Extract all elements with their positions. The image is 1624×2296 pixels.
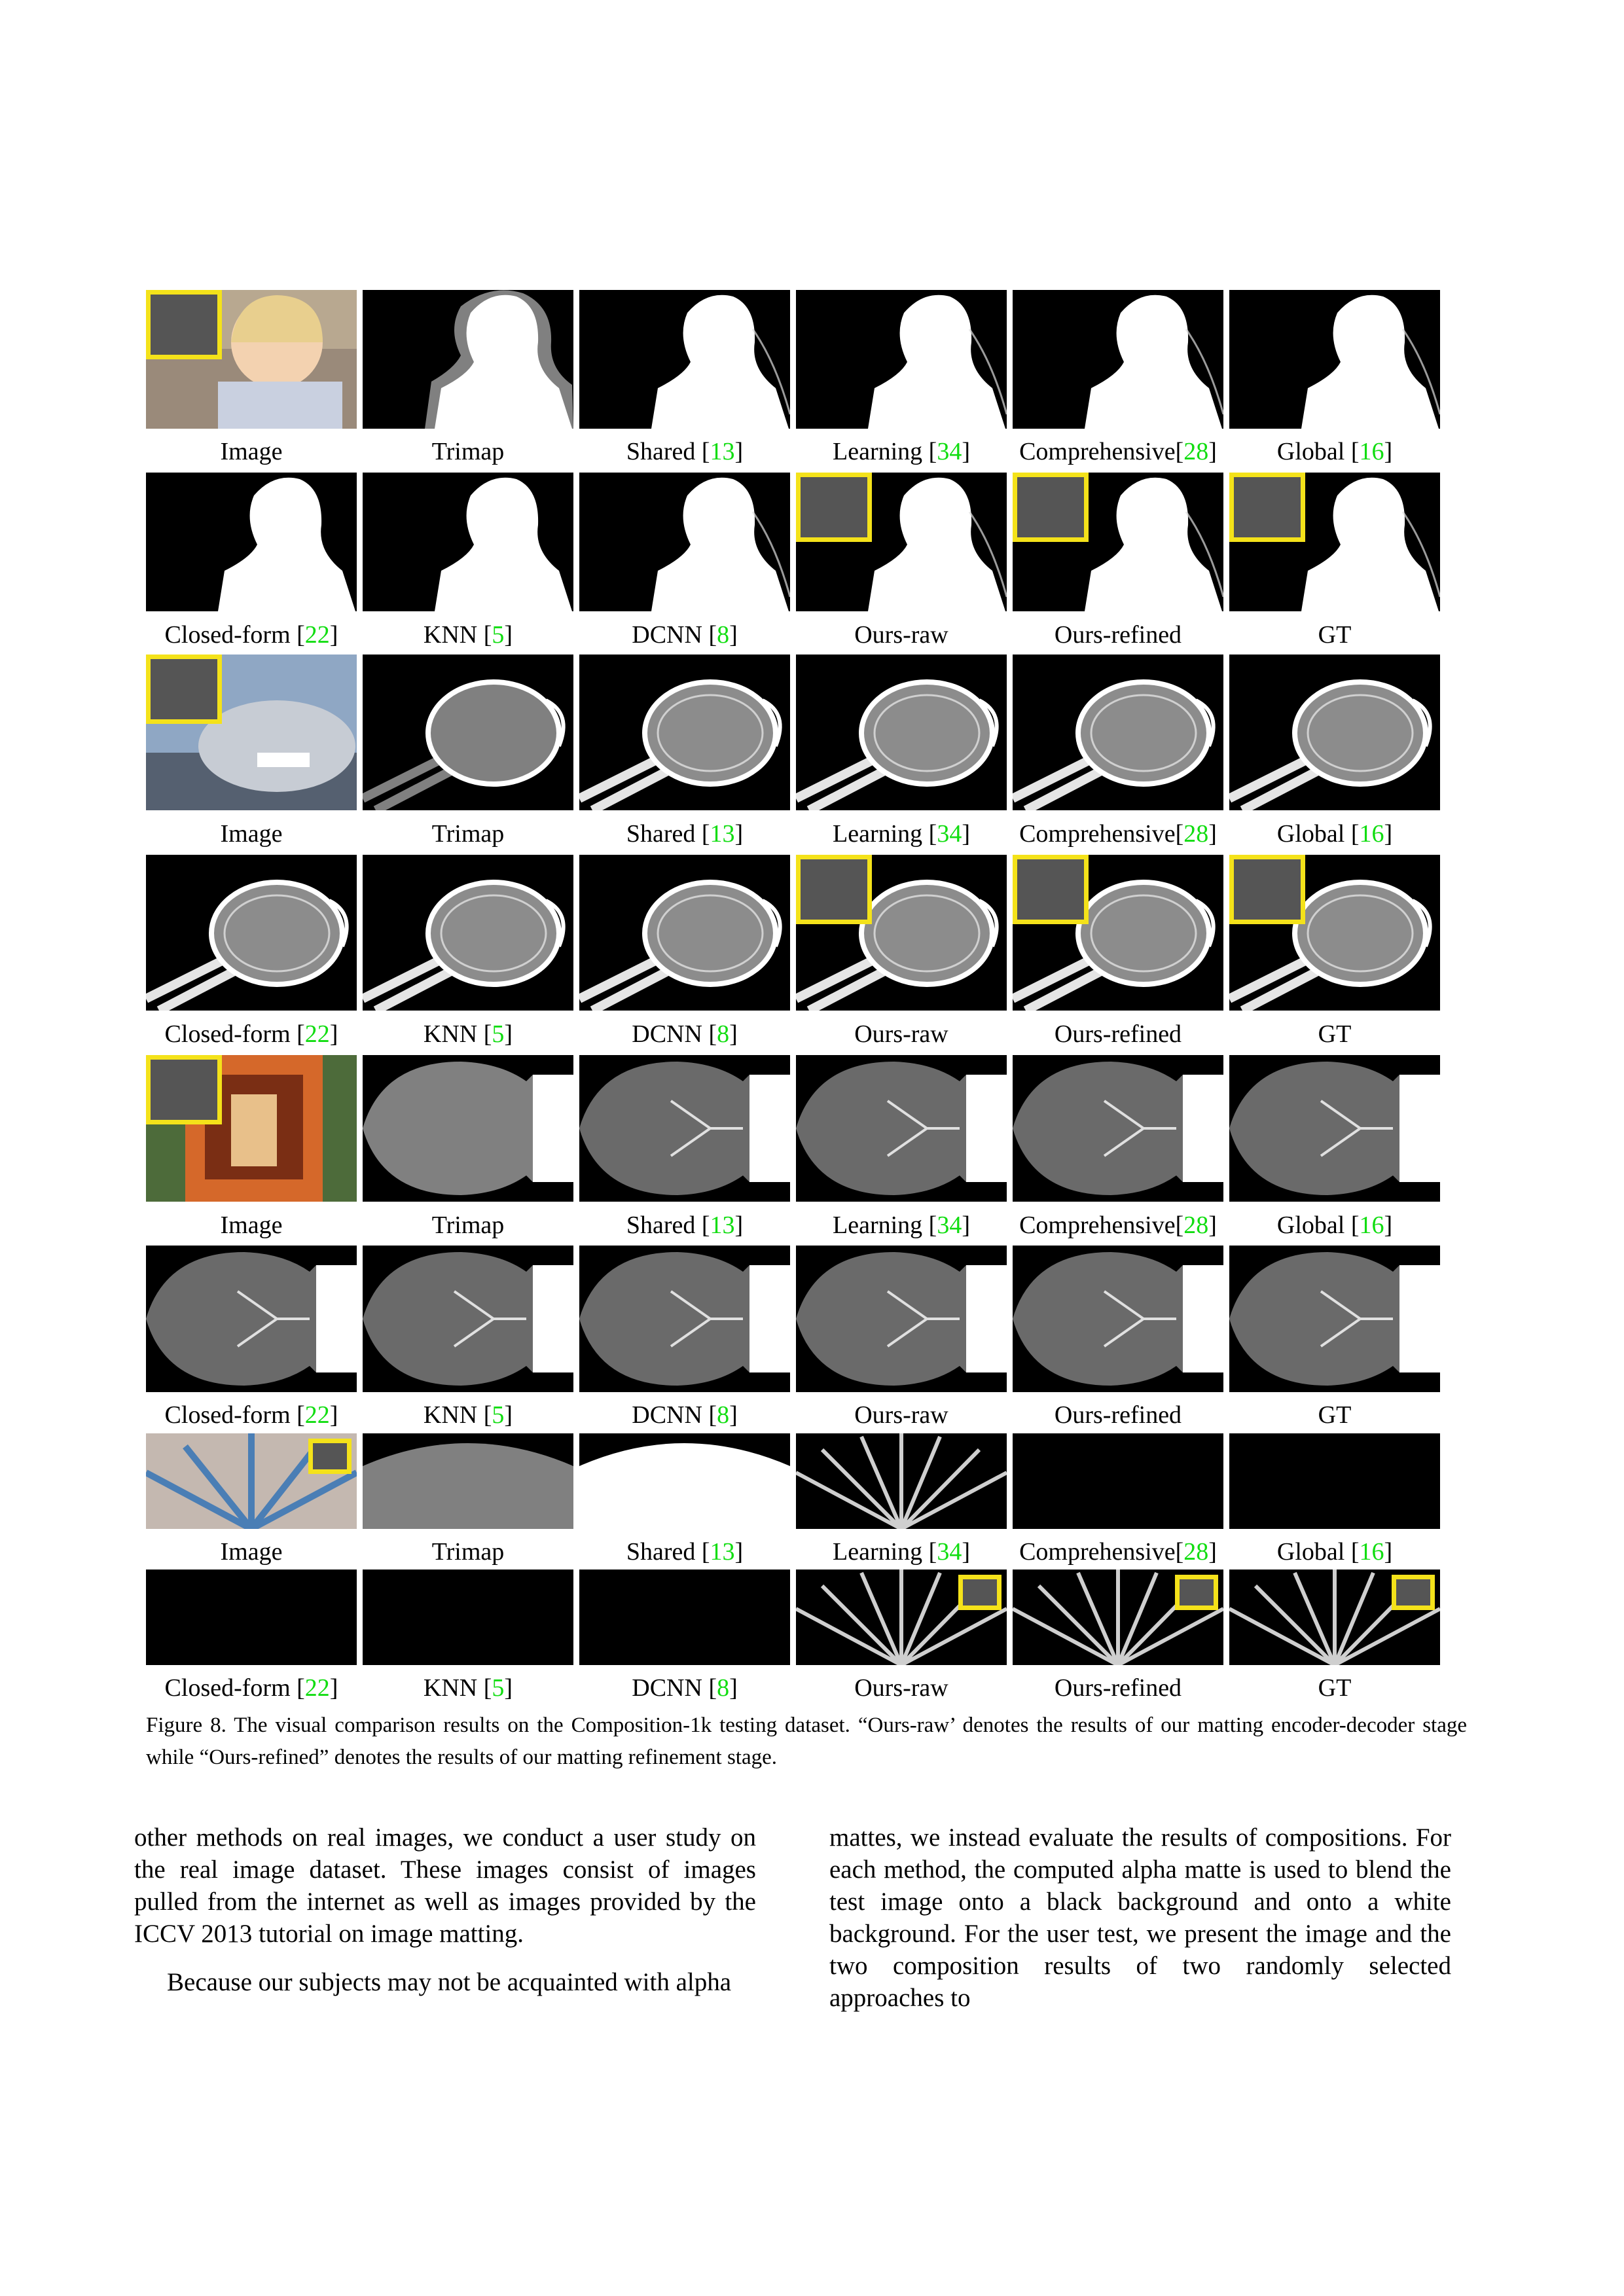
alpha-matte — [146, 855, 357, 1011]
method-label — [796, 1020, 1007, 1049]
method-label — [796, 819, 1007, 848]
method-label — [1229, 819, 1440, 848]
zoom-inset — [1392, 1575, 1435, 1610]
input-image — [146, 290, 357, 429]
method-label — [1229, 1211, 1440, 1240]
alpha-matte — [1013, 855, 1223, 1011]
zoom-inset — [308, 1439, 352, 1474]
paragraph: other methods on real images, we conduct a user study on the real image dataset. These images consist of images pulled from the internet as well as images provided by the ICCV 2013 tutorial on image matting. — [134, 1823, 756, 1948]
bracket-close: ] — [729, 621, 738, 649]
alpha-matte — [1229, 1433, 1440, 1529]
method-label — [146, 1674, 357, 1702]
method-name: KNN — [423, 1401, 484, 1429]
bracket-open: [ — [708, 1674, 717, 1702]
citation-link[interactable]: 13 — [710, 438, 735, 465]
bracket-open: [ — [1175, 820, 1184, 848]
bracket-open: [ — [1175, 438, 1184, 465]
alpha-matte — [363, 1570, 573, 1665]
bracket-open: [ — [483, 621, 492, 649]
bracket-open: [ — [297, 621, 305, 649]
method-label — [579, 819, 790, 848]
citation-link[interactable]: 13 — [710, 820, 735, 848]
zoom-inset — [796, 855, 872, 924]
method-label — [1013, 1020, 1223, 1049]
body-column-left — [134, 1821, 756, 1998]
method-label — [363, 1020, 573, 1049]
zoom-inset — [1013, 855, 1089, 924]
method-name: Ours-raw — [854, 1674, 948, 1702]
citation-link[interactable]: 22 — [304, 1020, 330, 1048]
method-label — [579, 437, 790, 466]
method-name: DCNN — [632, 1674, 709, 1702]
method-name: GT — [1318, 1401, 1352, 1429]
alpha-matte — [579, 290, 790, 429]
alpha-matte — [363, 655, 573, 810]
method-name: Ours-refined — [1054, 1401, 1182, 1429]
citation-link[interactable]: 13 — [710, 1211, 735, 1239]
citation-link[interactable]: 16 — [1359, 1211, 1384, 1239]
method-name: Shared — [626, 438, 702, 465]
bracket-close: ] — [729, 1674, 738, 1702]
bracket-close: ] — [504, 1674, 513, 1702]
method-name: Image — [220, 820, 283, 848]
input-image — [146, 655, 357, 810]
method-name: Trimap — [431, 1538, 505, 1566]
bracket-close: ] — [734, 1538, 744, 1566]
method-label — [1013, 819, 1223, 848]
zoom-inset — [958, 1575, 1001, 1610]
alpha-matte — [796, 855, 1007, 1011]
bracket-close: ] — [962, 1211, 970, 1239]
method-name: GT — [1318, 1674, 1352, 1702]
method-label — [796, 1401, 1007, 1429]
citation-link[interactable]: 34 — [937, 1211, 962, 1239]
method-name: Global — [1276, 820, 1351, 848]
bracket-close: ] — [1384, 820, 1393, 848]
method-label — [363, 1674, 573, 1702]
method-name: KNN — [423, 1674, 484, 1702]
method-label — [796, 1211, 1007, 1240]
bracket-open: [ — [483, 1020, 492, 1048]
method-name: Ours-raw — [854, 1020, 948, 1048]
bracket-close: ] — [1384, 438, 1393, 465]
method-label — [579, 1674, 790, 1702]
citation-link[interactable]: 5 — [492, 1020, 505, 1048]
method-name: Learning — [833, 1211, 929, 1239]
bracket-close: ] — [1208, 1538, 1217, 1566]
bracket-open: [ — [1175, 1211, 1184, 1239]
citation-link[interactable]: 8 — [717, 1020, 730, 1048]
method-label — [1013, 620, 1223, 649]
method-name: GT — [1318, 1020, 1352, 1048]
alpha-matte — [1013, 473, 1223, 611]
citation-link[interactable]: 5 — [492, 1401, 505, 1429]
citation-link[interactable]: 34 — [937, 1538, 962, 1566]
method-name: Global — [1276, 1538, 1351, 1566]
bracket-open: [ — [928, 1538, 937, 1566]
method-label — [146, 437, 357, 466]
alpha-matte — [1229, 1055, 1440, 1202]
method-label — [146, 1537, 357, 1566]
bracket-close: ] — [329, 1674, 338, 1702]
method-name: Learning — [833, 820, 929, 848]
alpha-matte — [579, 655, 790, 810]
bracket-close: ] — [1384, 1211, 1393, 1239]
bracket-open: [ — [297, 1674, 305, 1702]
bracket-close: ] — [504, 1020, 513, 1048]
citation-link[interactable]: 22 — [304, 1674, 330, 1702]
zoom-inset — [146, 1055, 222, 1124]
method-name: Ours-raw — [854, 1401, 948, 1429]
alpha-matte — [146, 1246, 357, 1392]
alpha-matte — [1229, 473, 1440, 611]
alpha-matte — [796, 1055, 1007, 1202]
method-name: Ours-refined — [1054, 621, 1182, 649]
method-label — [1229, 1674, 1440, 1702]
paragraph: Because our subjects may not be acquainted with alpha — [167, 1968, 732, 1996]
citation-link[interactable]: 16 — [1359, 1538, 1384, 1566]
alpha-matte — [1229, 855, 1440, 1011]
alpha-matte — [796, 1570, 1007, 1665]
alpha-matte — [363, 473, 573, 611]
method-name: Global — [1276, 1211, 1351, 1239]
method-label — [1229, 437, 1440, 466]
bracket-close: ] — [329, 1020, 338, 1048]
citation-link[interactable]: 28 — [1183, 1211, 1209, 1239]
alpha-matte — [146, 473, 357, 611]
method-name: Image — [220, 1211, 283, 1239]
input-image — [146, 1055, 357, 1202]
method-name: Shared — [626, 820, 702, 848]
method-name: Closed-form — [164, 1401, 297, 1429]
method-label — [1013, 1537, 1223, 1566]
zoom-inset — [1229, 473, 1305, 542]
alpha-matte — [579, 1433, 790, 1529]
method-label — [1229, 1020, 1440, 1049]
method-name: DCNN — [632, 621, 709, 649]
bracket-close: ] — [734, 820, 744, 848]
method-label — [579, 1401, 790, 1429]
alpha-matte — [579, 1055, 790, 1202]
method-name: Trimap — [431, 820, 505, 848]
bracket-close: ] — [1208, 438, 1217, 465]
citation-link[interactable]: 22 — [304, 1401, 330, 1429]
alpha-matte — [363, 1433, 573, 1529]
bracket-open: [ — [928, 820, 937, 848]
method-name: Shared — [626, 1538, 702, 1566]
alpha-matte — [796, 1246, 1007, 1392]
method-label — [579, 1211, 790, 1240]
citation-link[interactable]: 5 — [492, 1674, 505, 1702]
method-label — [1229, 1401, 1440, 1429]
bracket-open: [ — [701, 438, 710, 465]
citation-link[interactable]: 13 — [710, 1538, 735, 1566]
zoom-inset — [1229, 855, 1305, 924]
alpha-matte — [579, 473, 790, 611]
bracket-open: [ — [708, 1401, 717, 1429]
bracket-close: ] — [729, 1020, 738, 1048]
method-name: Closed-form — [164, 1674, 297, 1702]
alpha-matte — [1229, 1570, 1440, 1665]
method-label — [146, 1020, 357, 1049]
method-label — [146, 1401, 357, 1429]
bracket-open: [ — [297, 1020, 305, 1048]
alpha-matte — [1013, 1246, 1223, 1392]
bracket-close: ] — [1384, 1538, 1393, 1566]
alpha-matte — [579, 1570, 790, 1665]
alpha-matte — [796, 290, 1007, 429]
method-name: Comprehensive — [1019, 1538, 1176, 1566]
alpha-matte — [1013, 290, 1223, 429]
citation-link[interactable]: 8 — [717, 1401, 730, 1429]
bracket-open: [ — [297, 1401, 305, 1429]
alpha-matte — [1229, 655, 1440, 810]
method-label — [146, 1211, 357, 1240]
bracket-close: ] — [1208, 820, 1217, 848]
alpha-matte — [579, 1246, 790, 1392]
method-label — [579, 620, 790, 649]
zoom-inset — [796, 473, 872, 542]
method-name: Comprehensive — [1019, 1211, 1176, 1239]
bracket-open: [ — [1350, 438, 1360, 465]
citation-link[interactable]: 28 — [1183, 820, 1209, 848]
alpha-matte — [1013, 1570, 1223, 1665]
citation-link[interactable]: 28 — [1183, 438, 1209, 465]
method-name: GT — [1318, 621, 1352, 649]
bracket-open: [ — [928, 1211, 937, 1239]
alpha-matte — [1229, 1246, 1440, 1392]
method-name: DCNN — [632, 1020, 709, 1048]
citation-link[interactable]: 16 — [1359, 820, 1384, 848]
method-label — [146, 620, 357, 649]
bracket-open: [ — [1175, 1538, 1184, 1566]
method-label — [796, 1674, 1007, 1702]
paragraph: mattes, we instead evaluate the results of compositions. For each method, the computed alpha matte is used to blend the test image onto a black background and onto a white background. For the user test, we present the image and the two composition results of two randomly selected approaches to — [829, 1823, 1451, 2012]
alpha-matte — [796, 655, 1007, 810]
method-label — [579, 1537, 790, 1566]
bracket-open: [ — [1350, 820, 1360, 848]
method-name: Ours-raw — [854, 621, 948, 649]
figure-caption: Figure 8. The visual comparison results on the Composition-1k testing dataset. “Ours-raw’ denotes the results of our matting encoder-decoder stage while “Ours-refined” denotes the results of our matting refinement stage. — [146, 1713, 1467, 1769]
bracket-open: [ — [483, 1674, 492, 1702]
citation-link[interactable]: 34 — [937, 438, 962, 465]
bracket-close: ] — [504, 1401, 513, 1429]
bracket-open: [ — [708, 1020, 717, 1048]
method-label — [796, 620, 1007, 649]
method-label — [363, 1211, 573, 1240]
input-image — [146, 1433, 357, 1529]
method-name: Image — [220, 1538, 283, 1566]
method-label — [1013, 1401, 1223, 1429]
alpha-matte — [363, 1055, 573, 1202]
method-label — [1013, 1674, 1223, 1702]
method-label — [1229, 1537, 1440, 1566]
bracket-close: ] — [962, 438, 970, 465]
zoom-inset — [146, 290, 222, 359]
method-label — [363, 819, 573, 848]
citation-link[interactable]: 8 — [717, 621, 730, 649]
citation-link[interactable]: 28 — [1183, 1538, 1209, 1566]
bracket-open: [ — [928, 438, 937, 465]
method-label — [363, 620, 573, 649]
method-name: Shared — [626, 1211, 702, 1239]
method-label — [1013, 1211, 1223, 1240]
method-name: DCNN — [632, 1401, 709, 1429]
bracket-open: [ — [708, 621, 717, 649]
zoom-inset — [1175, 1575, 1218, 1610]
method-name: Trimap — [431, 438, 505, 465]
citation-link[interactable]: 34 — [937, 820, 962, 848]
citation-link[interactable]: 16 — [1359, 438, 1384, 465]
method-label — [796, 1537, 1007, 1566]
method-name: Closed-form — [164, 1020, 297, 1048]
alpha-matte — [1013, 655, 1223, 810]
alpha-matte — [363, 1246, 573, 1392]
method-name: KNN — [423, 621, 484, 649]
alpha-matte — [796, 1433, 1007, 1529]
body-column-right — [829, 1821, 1451, 2014]
method-label — [363, 437, 573, 466]
bracket-close: ] — [329, 1401, 338, 1429]
method-name: Global — [1276, 438, 1351, 465]
alpha-matte — [796, 473, 1007, 611]
method-label — [1013, 437, 1223, 466]
bracket-close: ] — [504, 621, 513, 649]
alpha-matte — [146, 1570, 357, 1665]
method-label — [1229, 620, 1440, 649]
bracket-open: [ — [1350, 1538, 1360, 1566]
bracket-close: ] — [1208, 1211, 1217, 1239]
alpha-matte — [363, 290, 573, 429]
method-name: Learning — [833, 438, 929, 465]
citation-link[interactable]: 5 — [492, 621, 505, 649]
bracket-close: ] — [729, 1401, 738, 1429]
method-name: Comprehensive — [1019, 820, 1176, 848]
method-name: Closed-form — [164, 621, 297, 649]
bracket-open: [ — [701, 1538, 710, 1566]
zoom-inset — [146, 655, 222, 724]
alpha-matte — [1013, 1055, 1223, 1202]
bracket-open: [ — [1350, 1211, 1360, 1239]
citation-link[interactable]: 22 — [304, 621, 330, 649]
method-label — [579, 1020, 790, 1049]
method-name: Ours-refined — [1054, 1020, 1182, 1048]
bracket-open: [ — [483, 1401, 492, 1429]
method-label — [796, 437, 1007, 466]
bracket-close: ] — [329, 621, 338, 649]
alpha-matte — [363, 855, 573, 1011]
method-name: Ours-refined — [1054, 1674, 1182, 1702]
bracket-close: ] — [962, 1538, 970, 1566]
method-label — [146, 819, 357, 848]
alpha-matte — [1229, 290, 1440, 429]
method-name: Trimap — [431, 1211, 505, 1239]
alpha-matte — [1013, 1433, 1223, 1529]
bracket-open: [ — [701, 1211, 710, 1239]
bracket-close: ] — [734, 438, 744, 465]
bracket-close: ] — [962, 820, 970, 848]
method-label — [363, 1537, 573, 1566]
alpha-matte — [579, 855, 790, 1011]
citation-link[interactable]: 8 — [717, 1674, 730, 1702]
method-name: Learning — [833, 1538, 929, 1566]
bracket-close: ] — [734, 1211, 744, 1239]
method-name: KNN — [423, 1020, 484, 1048]
bracket-open: [ — [701, 820, 710, 848]
method-name: Image — [220, 438, 283, 465]
zoom-inset — [1013, 473, 1089, 542]
method-name: Comprehensive — [1019, 438, 1176, 465]
method-label — [363, 1401, 573, 1429]
